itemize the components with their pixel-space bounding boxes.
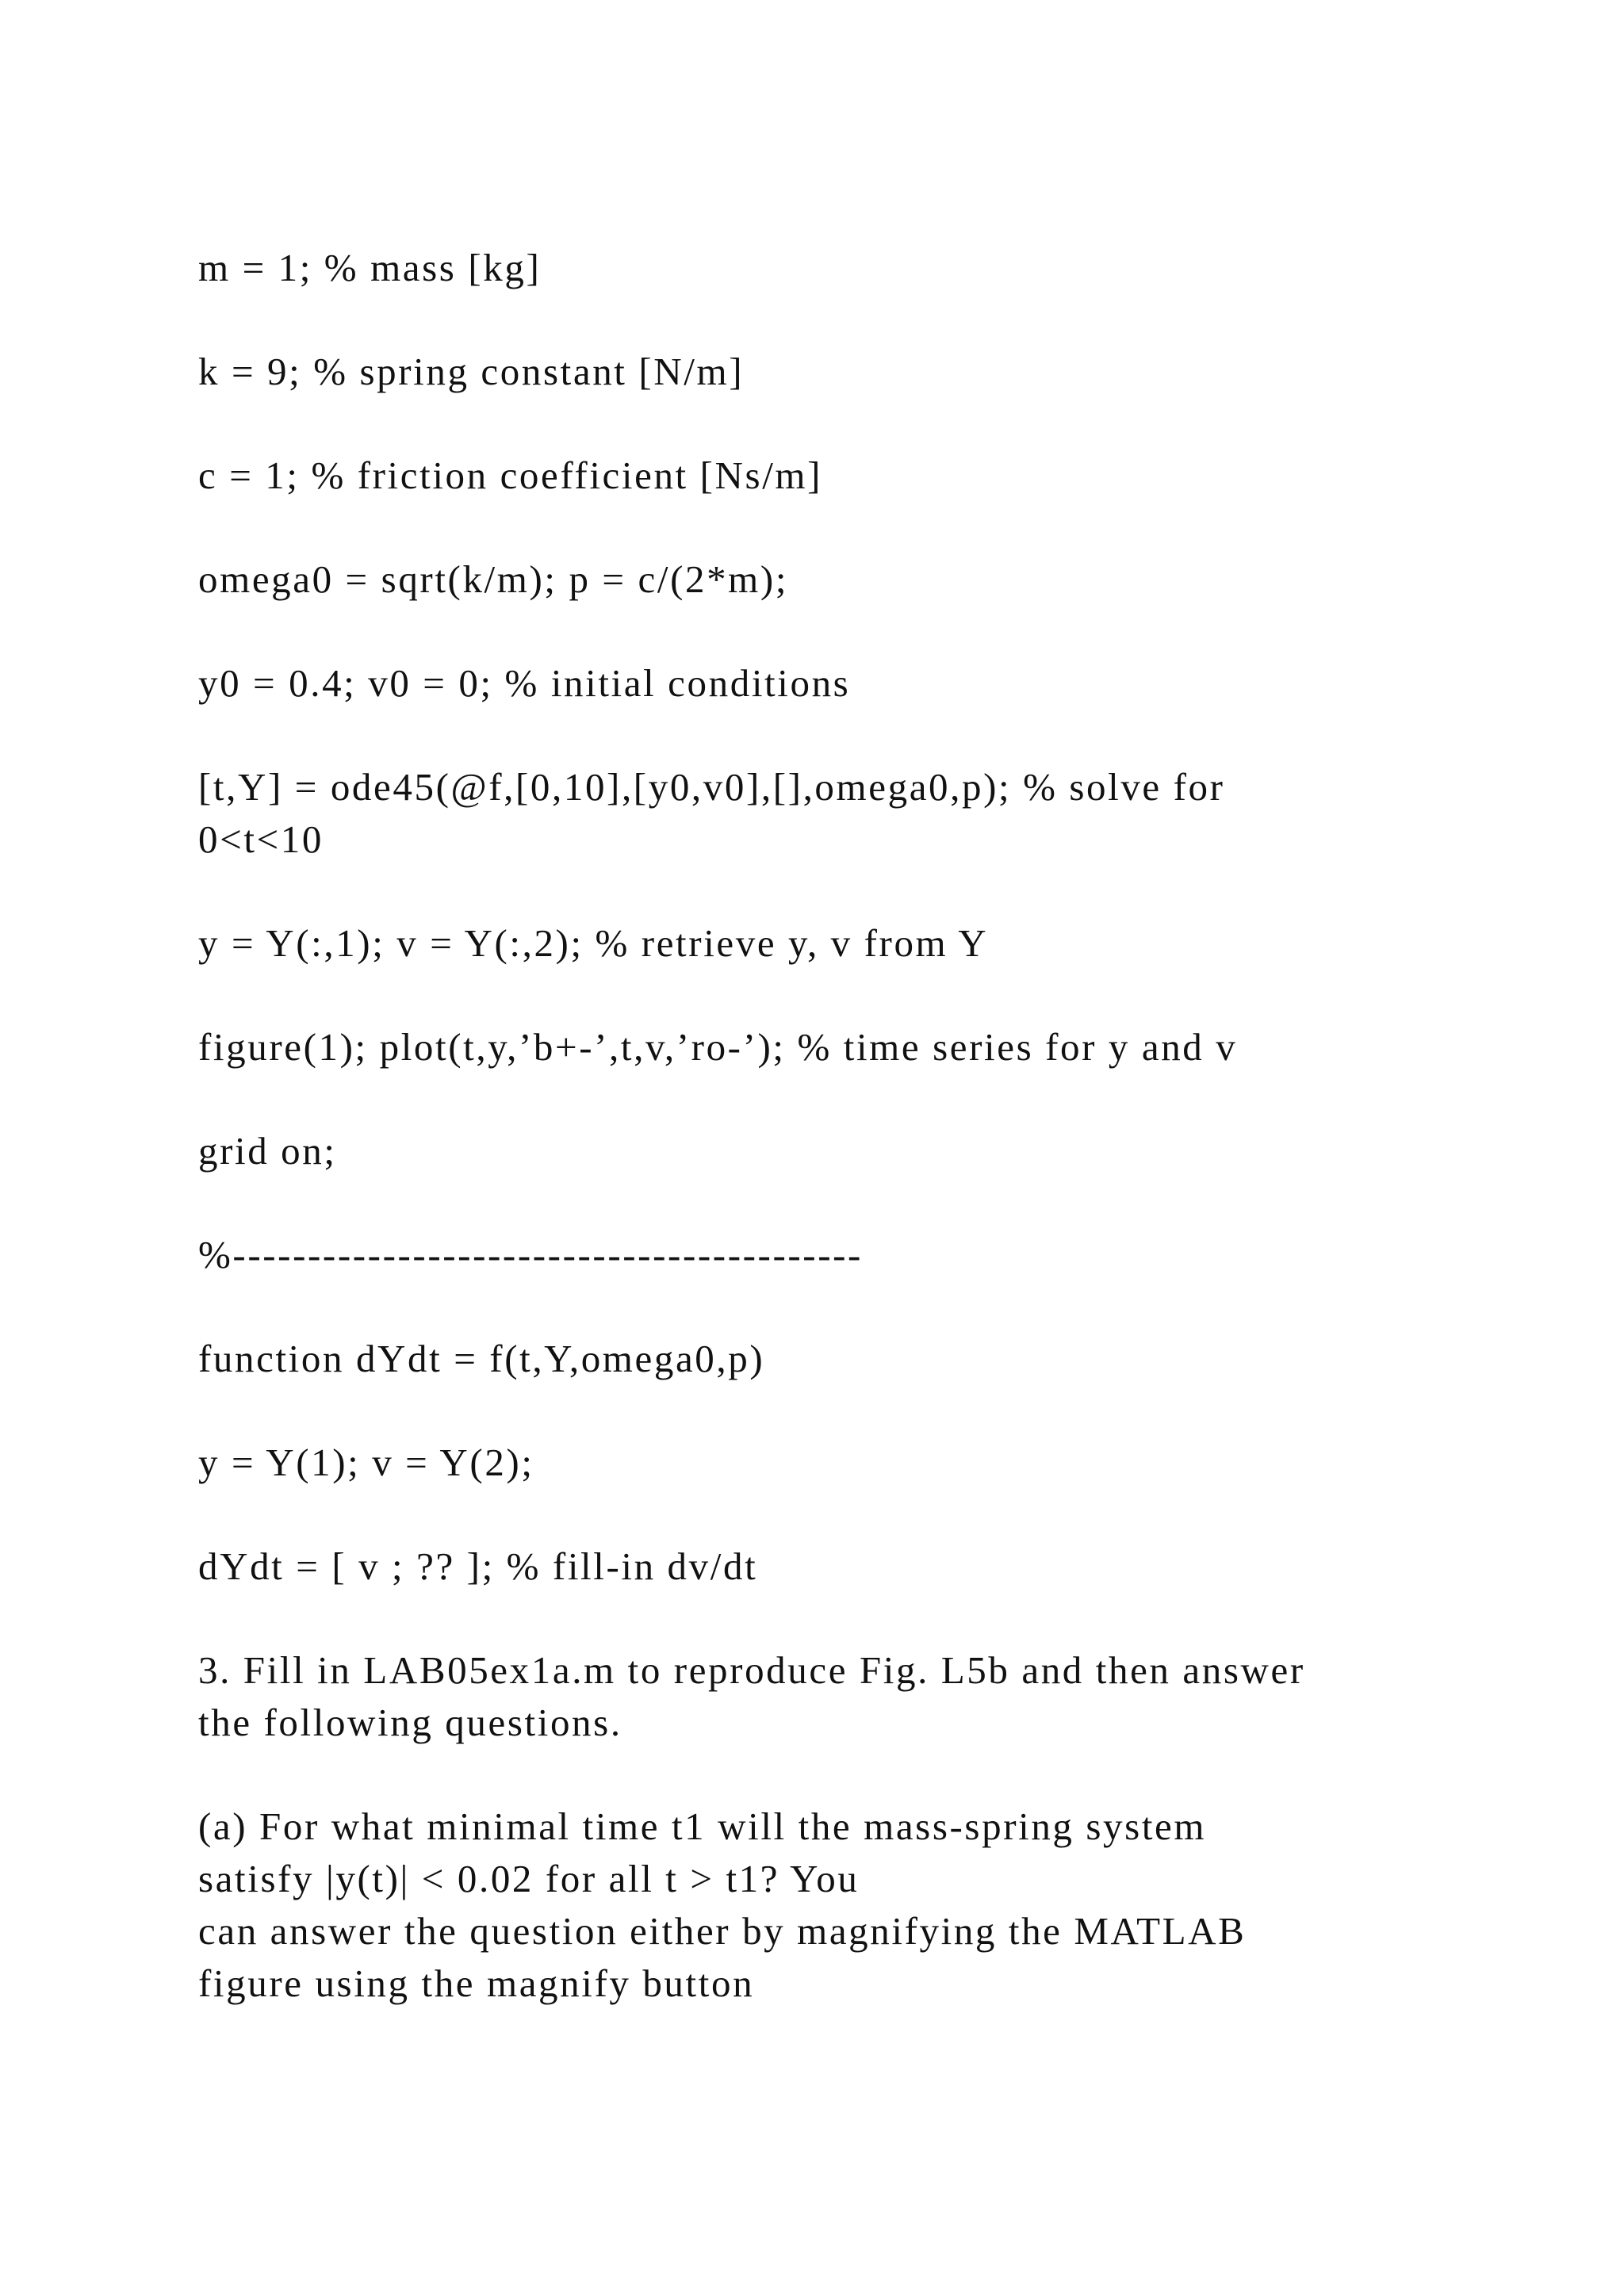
paragraph bbox=[198, 450, 1451, 502]
text-line: y = Y(:,1); v = Y(:,2); % retrieve y, v from Y bbox=[198, 921, 989, 965]
paragraph bbox=[198, 657, 1451, 710]
paragraph bbox=[198, 1229, 1451, 1281]
text-line: 0<t<10 bbox=[198, 817, 324, 861]
text-line: (a) For what minimal time t1 will the mass-spring system bbox=[198, 1804, 1207, 1848]
text-line: grid on; bbox=[198, 1129, 337, 1173]
text-line: function dYdt = f(t,Y,omega0,p) bbox=[198, 1337, 765, 1380]
text-line: omega0 = sqrt(k/m); p = c/(2*m); bbox=[198, 557, 789, 601]
paragraph bbox=[198, 761, 1451, 866]
paragraph bbox=[198, 346, 1451, 398]
paragraph bbox=[198, 917, 1451, 970]
paragraph bbox=[198, 1540, 1451, 1593]
text-line: [t,Y] = ode45(@f,[0,10],[y0,v0],[],omega0,p); % solve for bbox=[198, 765, 1225, 809]
document-body bbox=[198, 242, 1451, 2061]
paragraph bbox=[198, 242, 1451, 294]
text-line: y0 = 0.4; v0 = 0; % initial conditions bbox=[198, 661, 851, 705]
text-line: y = Y(1); v = Y(2); bbox=[198, 1441, 534, 1484]
paragraph bbox=[198, 553, 1451, 606]
text-line: m = 1; % mass [kg] bbox=[198, 246, 542, 289]
paragraph bbox=[198, 1437, 1451, 1489]
text-line: figure using the magnify button bbox=[198, 1961, 755, 2005]
paragraph bbox=[198, 1021, 1451, 1073]
paragraph bbox=[198, 1125, 1451, 1177]
text-line: %------------------------------------------ bbox=[198, 1233, 863, 1276]
text-line: k = 9; % spring constant [N/m] bbox=[198, 350, 745, 393]
text-line: dYdt = [ v ; ?? ]; % fill-in dv/dt bbox=[198, 1544, 758, 1588]
text-line: satisfy |y(t)| < 0.02 for all t > t1? You bbox=[198, 1857, 860, 1900]
text-line: the following questions. bbox=[198, 1701, 622, 1744]
text-line: 3. Fill in LAB05ex1a.m to reproduce Fig. L5b and then answer bbox=[198, 1648, 1305, 1692]
paragraph bbox=[198, 1800, 1451, 2010]
text-line: figure(1); plot(t,y,’b+-’,t,v,’ro-’); % time series for y and v bbox=[198, 1025, 1238, 1069]
paragraph bbox=[198, 1644, 1451, 1749]
text-line: can answer the question either by magnifying the MATLAB bbox=[198, 1909, 1247, 1953]
text-line: c = 1; % friction coefficient [Ns/m] bbox=[198, 453, 823, 497]
paragraph bbox=[198, 1333, 1451, 1385]
